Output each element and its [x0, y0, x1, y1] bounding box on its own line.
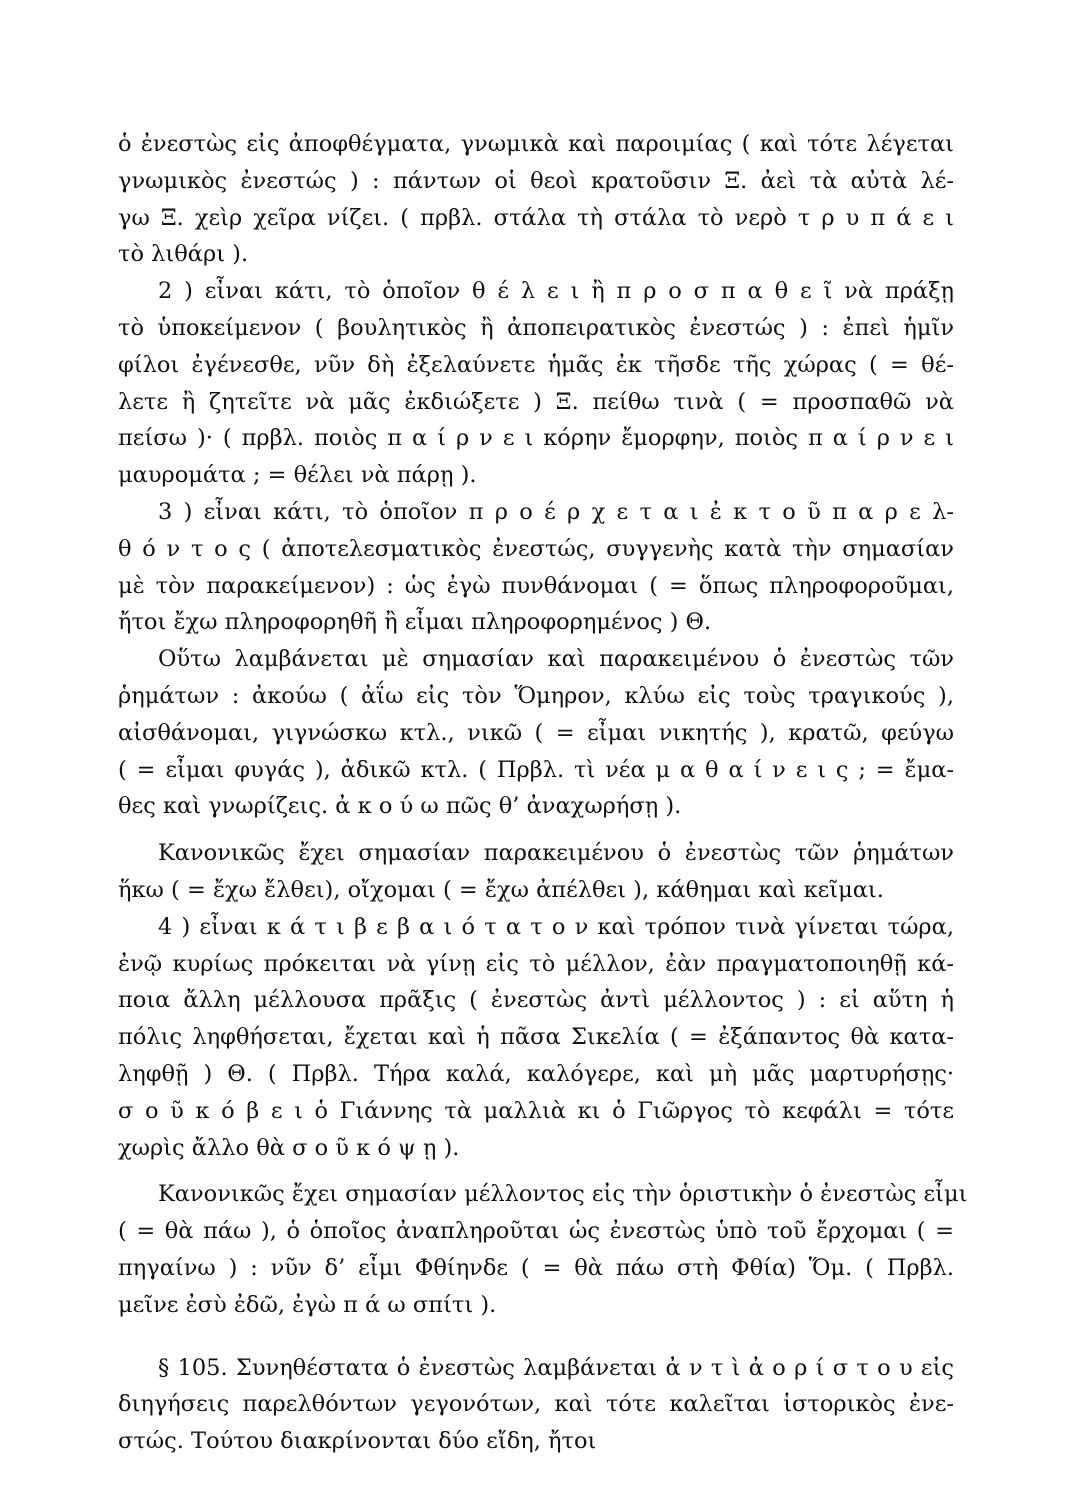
text-line: μαυρομάτα ; = θέλει νὰ πάρῃ ). — [118, 462, 477, 489]
text-line: 3 ) εἶναι κάτι, τὸ ὁποῖον π ρ ο έ ρ χ ε τ α ι ἐ κ τ ο ῦ π α ρ ε λ- — [158, 498, 954, 525]
text-line: Κανονικῶς ἔχει σημασίαν παρακειμένου ὁ ἐνεστὼς τῶν ῥημάτων — [158, 840, 954, 867]
text-line: πόλις ληφθήσεται, ἔχεται καὶ ἡ πᾶσα Σικελία ( = ἐξάπαντος θὰ κατα- — [118, 1024, 954, 1051]
text-line: ἥκω ( = ἔχω ἔλθει), οἴχομαι ( = ἔχω ἀπέλθει ), κάθημαι καὶ κεῖμαι. — [118, 876, 884, 903]
text-line: ῥημάτων : ἀκούω ( ἀΐω εἰς τὸν Ὅμηρον, κλύω εἰς τοὺς τραγικούς ), — [118, 682, 954, 709]
text-line: φίλοι ἐγένεσθε, νῦν δὴ ἐξελαύνετε ἡμᾶς ἐκ τῆσδε τῆς χώρας ( = θέ- — [118, 351, 954, 378]
body-text — [118, 126, 968, 1460]
text-line: ( = θὰ πάω ), ὁ ὁποῖος ἀναπληροῦται ὡς ἐνεστὼς ὑπὸ τοῦ ἔρχομαι ( = — [118, 1218, 954, 1245]
text-line: Κανονικῶς ἔχει σημασίαν μέλλοντος εἰς τὴν ὁριστικὴν ὁ ἐνεστὼς εἶμι — [158, 1181, 968, 1208]
text-line: ὁ ἐνεστὼς εἰς ἀποφθέγματα, γνωμικὰ καὶ παροιμίας ( καὶ τότε λέγεται — [118, 131, 954, 157]
section-105-line: § 105. Συνηθέστατα ὁ ἐνεστὼς λαμβάνεται ἀ ν τ ὶ ἀ ο ρ ί σ τ ο υ εἰς — [158, 1354, 954, 1381]
text-line: σ ο ῦ κ ό β ε ι ὁ Γιάννης τὰ μαλλιὰ κι ὁ Γιῶργος τὸ κεφάλι = τότε — [118, 1097, 954, 1124]
text-line: ληφθῇ ) Θ. ( Πρβλ. Τήρα καλά, καλόγερε, καὶ μὴ μᾶς μαρτυρήσῃς· — [118, 1060, 954, 1087]
text-line: χωρὶς ἄλλο θὰ σ ο ῦ κ ό ψ ῃ ). — [118, 1134, 460, 1161]
text-line: 2 ) εἶναι κάτι, τὸ ὁποῖον θ έ λ ε ι ἢ π ρ ο σ π α θ ε ῖ νὰ πράξῃ — [158, 278, 954, 305]
text-line: μὲ τὸν παρακείμενον) : ὡς ἐγὼ πυνθάνομαι ( = ὅπως πληροφοροῦμαι, — [118, 572, 954, 599]
text-line: μεῖνε ἐσὺ ἐδῶ, ἐγὼ π ά ω σπίτι ). — [118, 1291, 497, 1318]
text-line: ποια ἄλλη μέλλουσα πρᾶξις ( ἐνεστὼς ἀντὶ μέλλοντος ) : εἰ αὕτη ἡ — [118, 987, 954, 1014]
text-line: στώς. Τούτου διακρίνονται δύο εἴδη, ἤτοι — [118, 1428, 597, 1455]
text-line: πηγαίνω ) : νῦν δ’ εἶμι Φθίηνδε ( = θὰ πάω στὴ Φθία) Ὅμ. ( Πρβλ. — [118, 1254, 954, 1281]
text-line: τὸ λιθάρι ). — [118, 241, 249, 268]
text-line: αἰσθάνομαι, γιγνώσκω κτλ., νικῶ ( = εἶμαι νικητής ), κρατῶ, φεύγω — [118, 719, 954, 746]
text-line: ἤτοι ἔχω πληροφορηθῆ ἢ εἶμαι πληροφορημένος ) Θ. — [118, 609, 712, 636]
text-line: λετε ἢ ζητεῖτε νὰ μᾶς ἐκδιώξετε ) Ξ. πείθω τινὰ ( = προσπαθῶ νὰ — [118, 388, 954, 415]
text-line: γνωμικὸς ἐνεστώς ) : πάντων οἱ θεοὶ κρατοῦσιν Ξ. ἀεὶ τὰ αὐτὰ λέ- — [118, 167, 954, 194]
text-line: θες καὶ γνωρίζεις. ἀ κ ο ύ ω πῶς θ’ ἀναχωρήσῃ ). — [118, 793, 682, 820]
text-line: διηγήσεις παρελθόντων γεγονότων, καὶ τότε καλεῖται ἱστορικὸς ἐνε- — [118, 1391, 954, 1418]
text-line: θ ό ν τ ο ς ( ἀποτελεσματικὸς ἐνεστώς, συγγενὴς κατὰ τὴν σημασίαν — [118, 535, 954, 562]
text-line: γω Ξ. χεὶρ χεῖρα νίζει. ( πρβλ. στάλα τὴ στάλα τὸ νερὸ τ ρ υ π ά ε ι — [118, 204, 954, 231]
text-line: ( = εἶμαι φυγάς ), ἀδικῶ κτλ. ( Πρβλ. τὶ νέα μ α θ α ί ν ε ι ς ; = ἔμα- — [118, 756, 954, 783]
text-line: τὸ ὑποκείμενον ( βουλητικὸς ἢ ἀποπειρατικὸς ἐνεστώς ) : ἐπεὶ ἡμῖν — [118, 314, 954, 341]
text-line: πείσω )· ( πρβλ. ποιὸς π α ί ρ ν ε ι κόρην ἔμορφην, ποιὸς π α ί ρ ν ε ι — [118, 425, 954, 452]
text-line: 4 ) εἶναι κ ά τ ι β ε β α ι ό τ α τ ο ν καὶ τρόπον τινὰ γίνεται τώρα, — [158, 913, 954, 940]
text-line: Οὕτω λαμβάνεται μὲ σημασίαν καὶ παρακειμένου ὁ ἐνεστὼς τῶν — [158, 646, 954, 673]
text-line: ἐνῷ κυρίως πρόκειται νὰ γίνῃ εἰς τὸ μέλλον, ἐὰν πραγματοποιηθῇ κά- — [118, 950, 954, 977]
